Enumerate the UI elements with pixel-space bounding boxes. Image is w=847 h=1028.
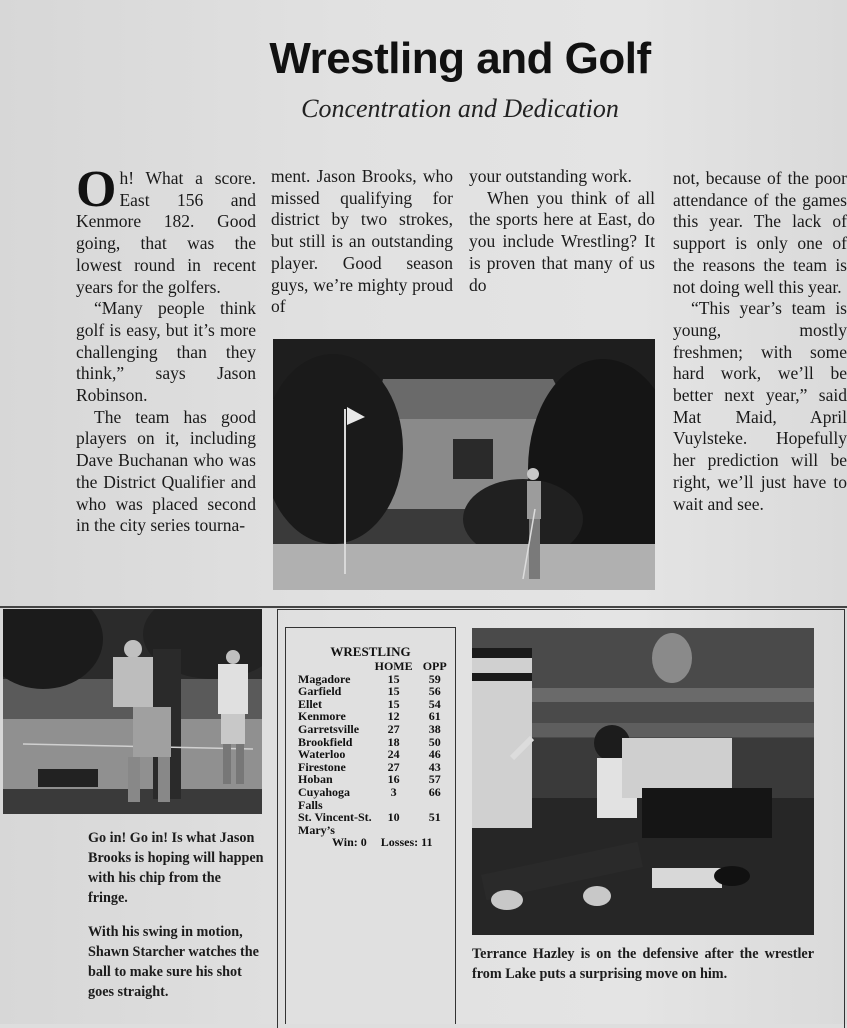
wrestling-match-photo xyxy=(472,628,814,935)
team-name: Waterloo xyxy=(298,747,346,762)
opp-score: 66 xyxy=(428,784,441,799)
article-paragraph: h! What a score. East 156 and Kenmore 182. Good going, that was the lowest round in recent years for the golfers. xyxy=(76,168,256,297)
table-row xyxy=(298,685,455,698)
opp-score: 59 xyxy=(428,671,441,686)
team-name: St. Vincent-St. Mary’s xyxy=(298,810,372,837)
golf-putting-photo xyxy=(273,339,655,590)
stats-home-header: HOME xyxy=(374,659,413,673)
home-score: 12 xyxy=(387,709,400,724)
section-divider xyxy=(0,606,847,608)
home-score: 15 xyxy=(387,671,400,686)
opp-score: 50 xyxy=(428,734,441,749)
home-score: 27 xyxy=(387,759,400,774)
table-row xyxy=(298,811,455,836)
team-name: Cuyahoga Falls xyxy=(298,784,351,812)
wrestling-stats-box xyxy=(285,627,456,1024)
record-row xyxy=(298,836,455,849)
home-score: 10 xyxy=(387,810,400,825)
opp-score: 61 xyxy=(428,709,441,724)
opp-score: 38 xyxy=(428,721,441,736)
page-subtitle: Concentration and Dedication xyxy=(301,94,619,123)
article-paragraph: When you think of all the sports here at East, do you include Wrestling? It is proven that many of us do xyxy=(469,187,655,295)
article-column-3 xyxy=(469,166,655,296)
article-column-1 xyxy=(76,161,256,537)
article-paragraph: The team has good players on it, including Dave Buchanan who was the District Qualifier and who was placed second in the city series tourna- xyxy=(76,406,256,536)
team-name: Hoban xyxy=(298,772,333,787)
opp-score: 54 xyxy=(428,696,441,711)
golf-chip-caption: Go in! Go in! Is what Jason Brooks is hoping will happen with his chip from the fringe. xyxy=(88,830,264,906)
drop-cap: O xyxy=(76,161,117,218)
wins-total: Win: 0 xyxy=(331,835,367,850)
team-name: Garfield xyxy=(298,684,342,699)
golf-swing-caption: With his swing in motion, Shawn Starcher watches the ball to make sure his shot goes straight. xyxy=(88,924,259,1000)
wrestling-stats-table xyxy=(298,660,455,849)
golf-swing-photo xyxy=(3,609,262,814)
wrestling-match-illustration xyxy=(472,628,814,935)
team-name: Garretsville xyxy=(298,721,360,736)
stats-title: WRESTLING xyxy=(330,644,411,659)
article-paragraph: not, because of the poor attendance of the games this year. The lack of support is only one of the reasons the team is not doing well this year. xyxy=(673,168,847,297)
team-name: Kenmore xyxy=(298,709,346,724)
article-column-2 xyxy=(271,166,453,318)
opp-score: 57 xyxy=(428,772,441,787)
home-score: 15 xyxy=(387,684,400,699)
team-name: Magadore xyxy=(298,671,351,686)
home-score: 15 xyxy=(387,696,400,711)
opp-score: 46 xyxy=(428,747,441,762)
opp-score: 56 xyxy=(428,684,441,699)
home-score: 27 xyxy=(387,721,400,736)
article-paragraph: “Many people think golf is easy, but it’s more challenging than they think,” says Jason Robinson. xyxy=(76,298,256,406)
home-score: 18 xyxy=(387,734,400,749)
golf-putting-illustration xyxy=(273,339,655,590)
table-row xyxy=(298,748,455,761)
opp-score: 43 xyxy=(428,759,441,774)
article-column-4 xyxy=(673,168,847,515)
table-row xyxy=(298,723,455,736)
article-paragraph: your outstanding work. xyxy=(469,166,632,186)
wrestling-caption: Terrance Hazley is on the defensive after the wrestler from Lake puts a surprising move on him. xyxy=(472,946,814,982)
article-paragraph: ment. Jason Brooks, who missed qualifying for district by two strokes, but still is an outstanding player. Good season guys, we’re mighty proud of xyxy=(271,166,453,317)
golf-swing-illustration xyxy=(3,609,262,814)
home-score: 3 xyxy=(390,784,397,799)
page-title: Wrestling and Golf xyxy=(269,34,651,83)
article-paragraph: “This year’s team is young, mostly freshmen; with some hard work, we’ll be better next year,” said Mat Maid, April Vuylsteke. Hopefully her prediction will be right, we’ll just have to wait and see. xyxy=(673,298,847,514)
losses-total: Losses: 11 xyxy=(380,835,433,850)
team-name: Firestone xyxy=(298,759,346,774)
home-score: 16 xyxy=(387,772,400,787)
table-row xyxy=(298,786,455,811)
team-name: Brookfield xyxy=(298,734,353,749)
stats-opp-header: OPP xyxy=(422,659,447,673)
team-name: Ellet xyxy=(298,696,322,711)
opp-score: 51 xyxy=(428,810,441,825)
home-score: 24 xyxy=(387,747,400,762)
